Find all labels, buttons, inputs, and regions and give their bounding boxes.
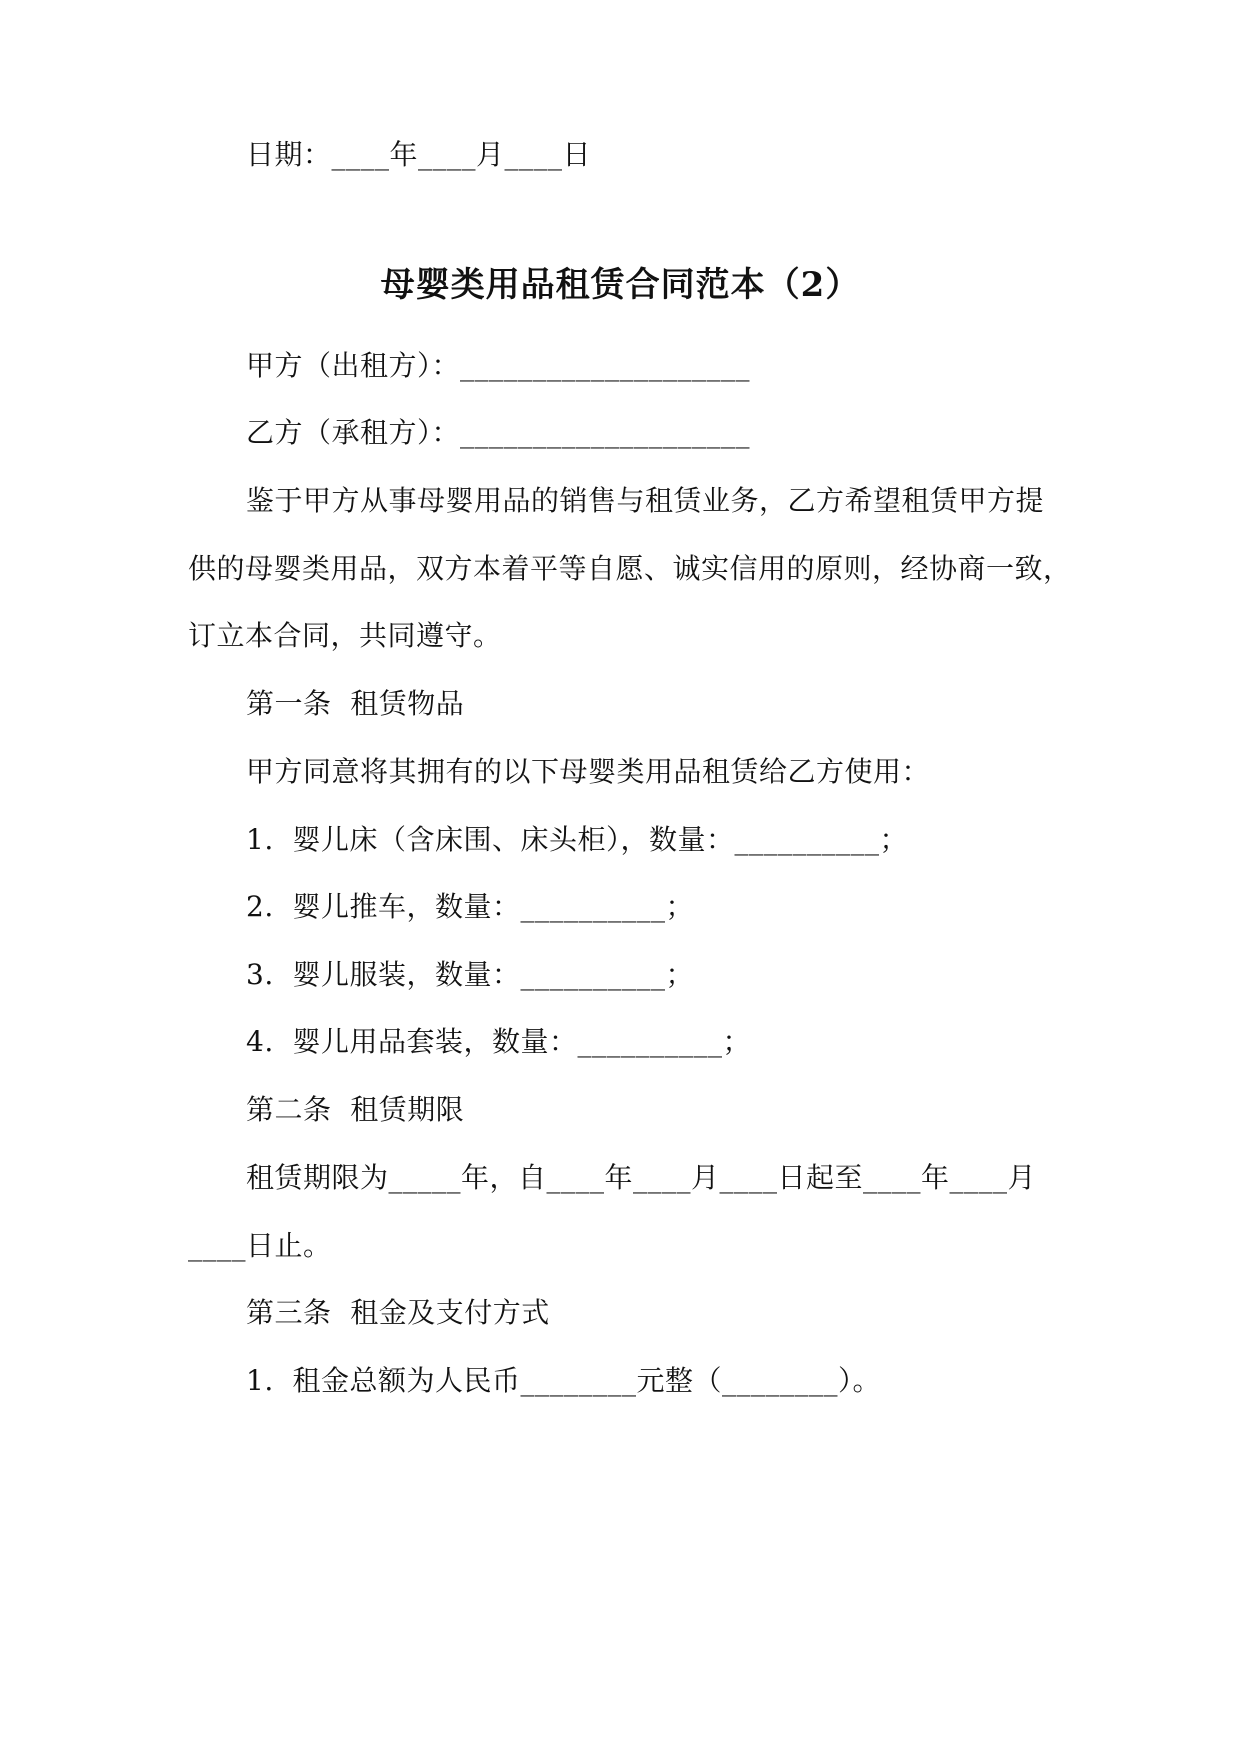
article1-item-4: 4. 婴儿用品套装，数量：__________；: [246, 1025, 752, 1058]
preamble-line-3: 订立本合同，共同遵守。: [188, 619, 502, 652]
party-b-line: 乙方（承租方）：____________________: [246, 416, 751, 449]
document-title: 母婴类用品租赁合同范本（2）: [380, 265, 861, 305]
article1-item-3: 3. 婴儿服装，数量：__________；: [246, 958, 695, 991]
date-line: 日期：____年____月____日: [246, 138, 592, 171]
article2-text-line-1: 租赁期限为_____年，自____年____月____日起至____年____月: [246, 1161, 1037, 1194]
article1-heading: 第一条 租赁物品: [246, 687, 465, 720]
article2-text-line-2: ____日止。: [188, 1229, 332, 1262]
party-a-line: 甲方（出租方）：____________________: [246, 349, 751, 382]
preamble-line-2: 供的母婴类用品，双方本着平等自愿、诚实信用的原则，经协商一致，: [188, 552, 1072, 585]
article3-heading: 第三条 租金及支付方式: [246, 1296, 550, 1329]
article2-heading: 第二条 租赁期限: [246, 1093, 465, 1126]
article1-item-1: 1. 婴儿床（含床围、床头柜），数量：__________；: [246, 823, 909, 856]
article1-item-2: 2. 婴儿推车，数量：__________；: [246, 890, 695, 923]
article1-intro: 甲方同意将其拥有的以下母婴类用品租赁给乙方使用：: [246, 755, 931, 788]
preamble-line-1: 鉴于甲方从事母婴用品的销售与租赁业务，乙方希望租赁甲方提: [246, 484, 1045, 517]
article3-item-1: 1. 租金总额为人民币________元整（________）。: [246, 1364, 882, 1397]
